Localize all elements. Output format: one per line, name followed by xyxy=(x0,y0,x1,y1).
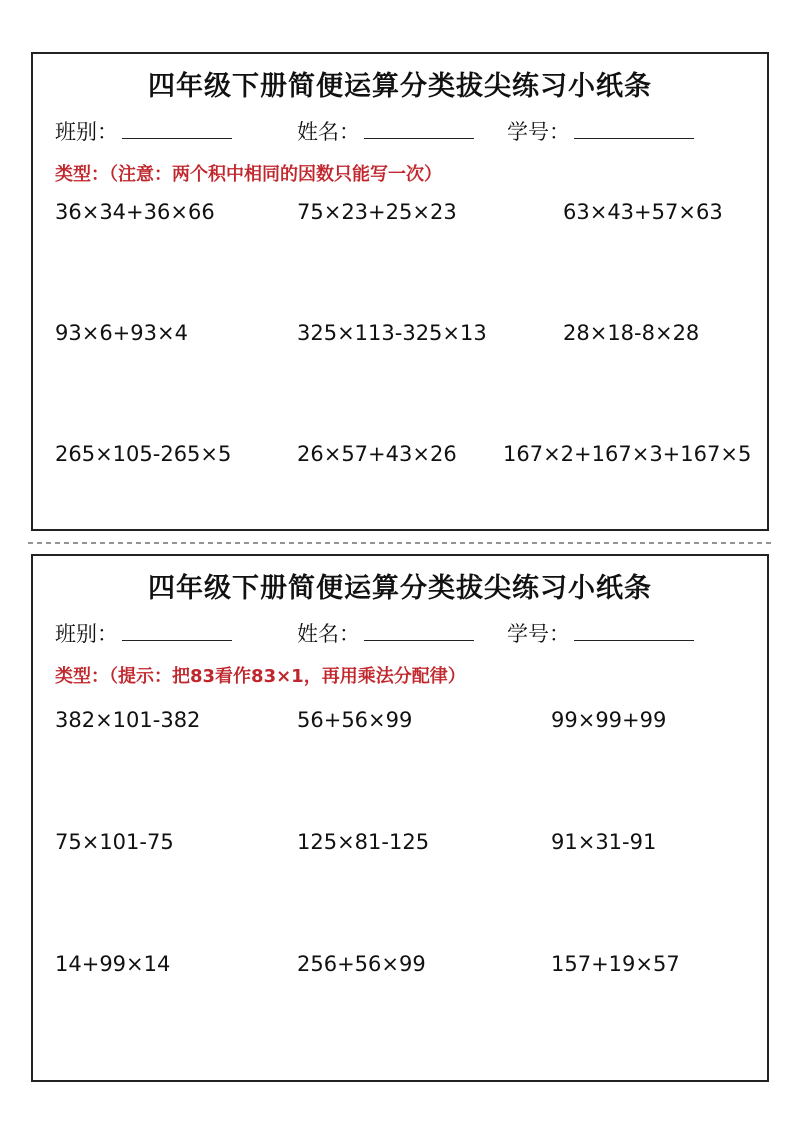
problem-3-2: 256+56×99 xyxy=(297,952,426,976)
student-id-blank[interactable] xyxy=(574,620,694,641)
student-id-field xyxy=(507,618,694,648)
type-note: 类型：（提示：把83看作83×1，再用乘法分配律） xyxy=(55,666,466,687)
problem-2-1: 93×6+93×4 xyxy=(55,321,188,345)
class-blank[interactable] xyxy=(122,118,232,139)
student-id-field xyxy=(507,116,694,146)
student-id-label: 学号： xyxy=(507,120,570,144)
name-blank[interactable] xyxy=(364,118,474,139)
problem-3-3: 157+19×57 xyxy=(551,952,680,976)
problem-3-3: 167×2+167×3+167×5 xyxy=(503,442,752,466)
problem-2-1: 75×101-75 xyxy=(55,830,174,854)
name-blank[interactable] xyxy=(364,620,474,641)
problem-2-3: 28×18-8×28 xyxy=(563,321,700,345)
problem-2-2: 325×113-325×13 xyxy=(297,321,487,345)
student-id-blank[interactable] xyxy=(574,118,694,139)
problem-3-2: 26×57+43×26 xyxy=(297,442,457,466)
student-id-label: 学号： xyxy=(507,622,570,646)
student-info-row xyxy=(55,618,755,648)
problem-3-1: 265×105-265×5 xyxy=(55,442,232,466)
problem-1-2: 56+56×99 xyxy=(297,708,413,732)
name-field xyxy=(297,116,474,146)
worksheet-slip-2 xyxy=(31,554,769,1082)
class-blank[interactable] xyxy=(122,620,232,641)
problem-1-3: 99×99+99 xyxy=(551,708,667,732)
problem-3-1: 14+99×14 xyxy=(55,952,171,976)
class-field xyxy=(55,116,232,146)
problem-1-1: 382×101-382 xyxy=(55,708,201,732)
problem-2-2: 125×81-125 xyxy=(297,830,430,854)
problem-1-3: 63×43+57×63 xyxy=(563,200,723,224)
name-field xyxy=(297,618,474,648)
problem-2-3: 91×31-91 xyxy=(551,830,657,854)
student-info-row xyxy=(55,116,755,146)
name-label: 姓名： xyxy=(297,120,360,144)
worksheet-slip-1 xyxy=(31,52,769,531)
slip-title: 四年级下册简便运算分类拔尖练习小纸条 xyxy=(148,573,652,604)
type-note: 类型：（注意：两个积中相同的因数只能写一次） xyxy=(55,164,442,185)
class-label: 班别： xyxy=(55,622,118,646)
problem-1-1: 36×34+36×66 xyxy=(55,200,215,224)
slip-title: 四年级下册简便运算分类拔尖练习小纸条 xyxy=(148,71,652,102)
problem-1-2: 75×23+25×23 xyxy=(297,200,457,224)
name-label: 姓名： xyxy=(297,622,360,646)
class-label: 班别： xyxy=(55,120,118,144)
class-field xyxy=(55,618,232,648)
cut-line xyxy=(0,540,800,546)
